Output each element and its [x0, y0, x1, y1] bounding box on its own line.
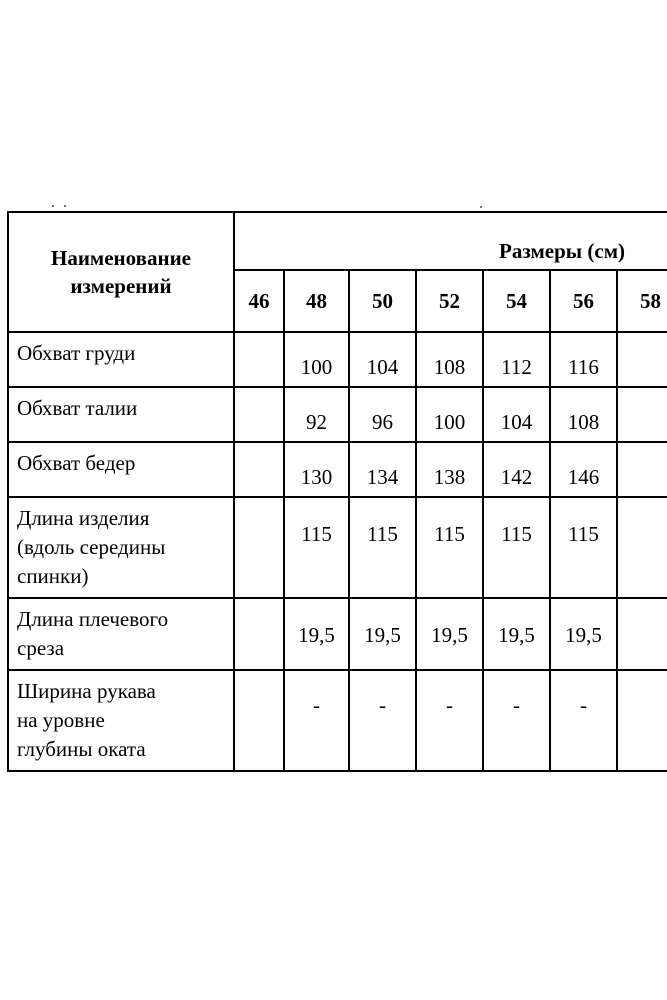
table-cell	[617, 598, 667, 670]
row-label-line: Ширина рукава	[17, 679, 156, 703]
table-row	[8, 332, 667, 387]
size-header: 48	[284, 270, 349, 332]
row-label-line: Обхват груди	[17, 341, 136, 365]
header-sizes-cell	[234, 212, 667, 270]
size-table	[7, 211, 667, 772]
table-cell: 104	[483, 387, 550, 442]
table-cell: -	[416, 670, 483, 771]
table-row	[8, 497, 667, 598]
table-cell: 115	[416, 497, 483, 598]
table-cell	[617, 670, 667, 771]
table-cell	[234, 332, 284, 387]
row-label-line: спинки)	[17, 564, 89, 588]
size-header: 46	[234, 270, 284, 332]
table-cell	[234, 598, 284, 670]
row-label-line: Длина изделия	[17, 506, 150, 530]
scan-speck	[64, 205, 66, 207]
size-header: 54	[483, 270, 550, 332]
table-cell	[234, 387, 284, 442]
row-label-line: среза	[17, 636, 65, 660]
header-measurement-name	[8, 212, 234, 332]
table-cell: -	[284, 670, 349, 771]
table-cell: 108	[416, 332, 483, 387]
row-label	[8, 387, 234, 442]
size-chart	[7, 211, 667, 773]
table-cell: 19,5	[284, 598, 349, 670]
table-cell: 19,5	[416, 598, 483, 670]
table-cell: 134	[349, 442, 416, 497]
table-row	[8, 387, 667, 442]
table-cell: 115	[284, 497, 349, 598]
row-label-line: Обхват бедер	[17, 451, 136, 475]
size-header: 52	[416, 270, 483, 332]
table-cell: 92	[284, 387, 349, 442]
table-cell: 115	[550, 497, 617, 598]
table-cell	[617, 497, 667, 598]
table-cell: -	[349, 670, 416, 771]
size-header: 58	[617, 270, 667, 332]
table-cell: 138	[416, 442, 483, 497]
table-cell: 96	[349, 387, 416, 442]
table-cell: 108	[550, 387, 617, 442]
scan-speck	[480, 206, 482, 208]
table-cell: 112	[483, 332, 550, 387]
row-label	[8, 332, 234, 387]
table-cell	[234, 670, 284, 771]
table-cell: 146	[550, 442, 617, 497]
table-cell: -	[550, 670, 617, 771]
table-row	[8, 598, 667, 670]
table-cell: 100	[416, 387, 483, 442]
size-header: 50	[349, 270, 416, 332]
size-header: 56	[550, 270, 617, 332]
row-label	[8, 497, 234, 598]
row-label-line: Длина плечевого	[17, 607, 169, 631]
header-sizes-label: Размеры (см)	[499, 239, 626, 263]
row-label-line: глубины оката	[17, 737, 146, 761]
row-label-line: (вдоль середины	[17, 535, 166, 559]
table-row	[8, 442, 667, 497]
table-cell	[617, 332, 667, 387]
table-cell	[617, 442, 667, 497]
table-cell: 115	[483, 497, 550, 598]
table-row	[8, 670, 667, 771]
row-label	[8, 598, 234, 670]
row-label	[8, 670, 234, 771]
table-cell	[617, 387, 667, 442]
table-cell	[234, 442, 284, 497]
table-cell	[234, 497, 284, 598]
table-cell: 100	[284, 332, 349, 387]
table-cell: 19,5	[483, 598, 550, 670]
table-cell: 19,5	[349, 598, 416, 670]
table-cell: 115	[349, 497, 416, 598]
row-label-line: на уровне	[17, 708, 105, 732]
table-cell: 130	[284, 442, 349, 497]
table-cell: 19,5	[550, 598, 617, 670]
row-label-line: Обхват талии	[17, 396, 138, 420]
scan-speck	[52, 205, 54, 207]
header-name-line: измерений	[70, 274, 172, 298]
table-cell: 104	[349, 332, 416, 387]
table-cell: -	[483, 670, 550, 771]
header-name-line: Наименование	[51, 246, 191, 270]
row-label	[8, 442, 234, 497]
table-cell: 142	[483, 442, 550, 497]
table-cell: 116	[550, 332, 617, 387]
